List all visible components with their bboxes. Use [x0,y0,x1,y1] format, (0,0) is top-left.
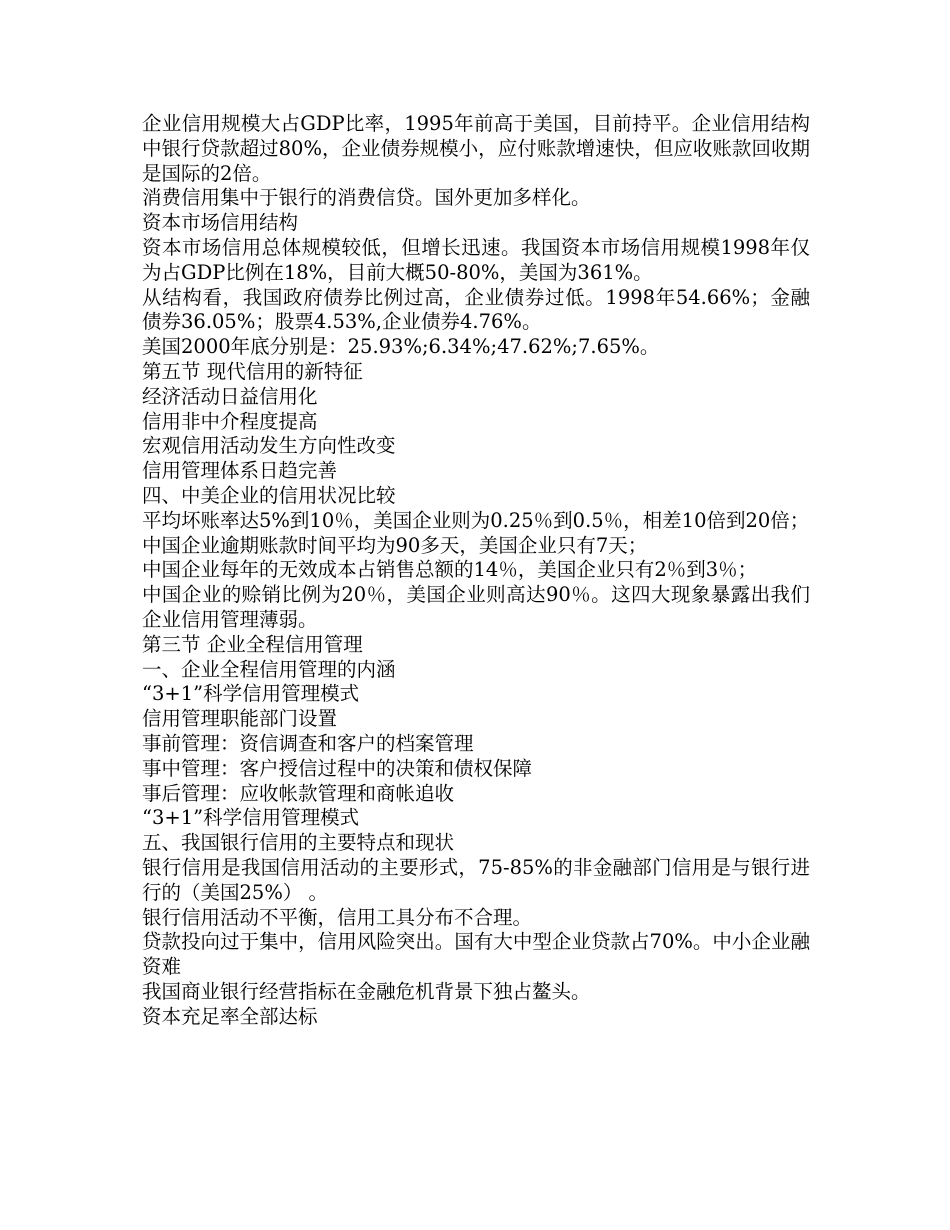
paragraph-bank-main-form: 银行信用是我国信用活动的主要形式，75-85%的非金融部门信用是与银行进行的（美国25%） 。 [142,855,810,904]
paragraph-credit-sales: 中国企业的赊销比例为20％，美国企业则高达90％。这四大现象暴露出我们企业信用管理薄弱。 [142,583,810,631]
list-item-feature-4: 信用管理体系日趋完善 [142,459,338,483]
list-item-model: “3+1”科学信用管理模式 [142,682,360,706]
heading-connotation: 一、企业全程信用管理的内涵 [142,657,396,681]
heading-bank-credit: 五、我国银行信用的主要特点和现状 [142,831,455,855]
paragraph-loan-concentration: 贷款投向过于集中，信用风险突出。国有大中型企业贷款占70%。中小企业融资难 [142,930,810,979]
list-item-pre-management: 事前管理：资信调查和客户的档案管理 [142,731,474,755]
list-item-mid-management: 事中管理：客户授信过程中的决策和债权保障 [142,756,533,780]
heading-section-three: 第三节 企业全程信用管理 [142,632,363,656]
paragraph-invalid-cost: 中国企业每年的无效成本占销售总额的14％，美国企业只有2％到3％； [142,558,758,582]
heading-capital-market-structure: 资本市场信用结构 [142,211,299,235]
paragraph-bond-structure: 从结构看，我国政府债券比例过高，企业债券过低。1998年54.66%；金融债券36.05%；股票4.53%,企业债券4.76%。 [142,285,810,334]
list-item-department: 信用管理职能部门设置 [142,707,338,731]
list-item-feature-3: 宏观信用活动发生方向性改变 [142,434,396,458]
paragraph-imbalance: 银行信用活动不平衡，信用工具分布不合理。 [142,905,533,929]
heading-comparison: 四、中美企业的信用状况比较 [142,483,396,507]
list-item-feature-1: 经济活动日益信用化 [142,384,318,408]
paragraph-us-2000: 美国2000年底分别是：25.93%;6.34%;47.62%;7.65%。 [142,335,660,359]
document-page [142,112,810,1029]
paragraph-capital-adequacy: 资本充足率全部达标 [142,1004,318,1028]
list-item-feature-2: 信用非中介程度提高 [142,409,318,433]
paragraph-overdue: 中国企业逾期账款时间平均为90多天，美国企业只有7天； [142,533,648,557]
list-item-post-management: 事后管理：应收帐款管理和商帐追收 [142,781,455,805]
paragraph-bad-debt: 平均坏账率达5%到10％，美国企业则为0.25％到0.5％，相差10倍到20倍； [142,508,810,532]
paragraph-consumer-credit: 消费信用集中于银行的消费信贷。国外更加多样化。 [142,186,591,210]
paragraph-bank-indicators: 我国商业银行经营指标在金融危机背景下独占鳌头。 [142,979,591,1003]
list-item-model-repeat: “3+1”科学信用管理模式 [142,806,360,830]
heading-section-five: 第五节 现代信用的新特征 [142,359,363,383]
paragraph-credit-scale: 企业信用规模大占GDP比率，1995年前高于美国，目前持平。企业信用结构中银行贷款超过80%，企业债券规模小，应付账款增速快，但应收账款回收期是国际的2倍。 [142,112,810,185]
paragraph-capital-market-scale: 资本市场信用总体规模较低，但增长迅速。我国资本市场信用规模1998年仅为占GDP比例在18%，目前大概50-80%，美国为361%。 [142,235,810,284]
